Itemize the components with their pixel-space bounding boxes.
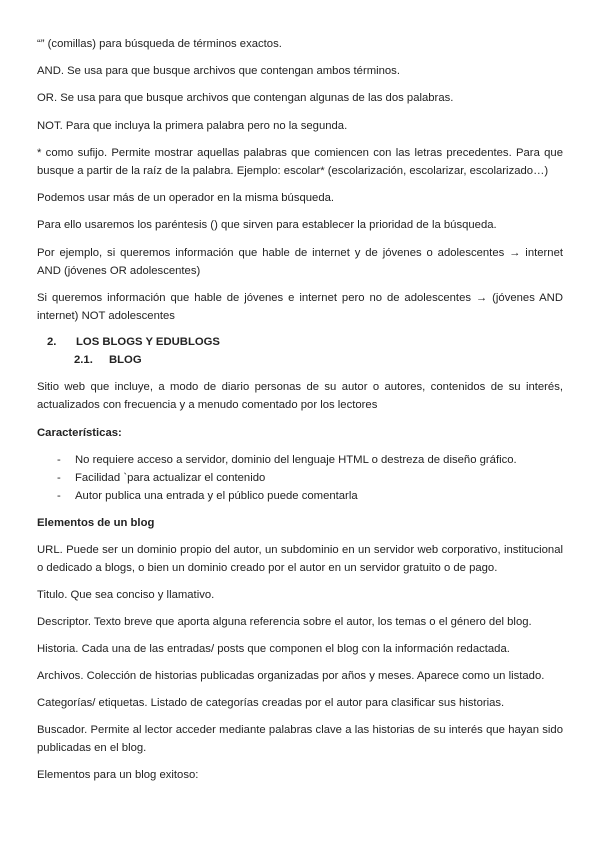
bullet-dash: - [57,490,61,502]
paragraph-example-1: Por ejemplo, si queremos información que hable de internet y de jóvenes o adolescentes → internet AND (jóvenes OR adolescentes) [37,247,563,277]
element-archivos: Archivos. Colección de historias publicadas organizadas por años y meses. Aparece como un listado. [37,670,545,682]
paragraph-or: OR. Se usa para que busque archivos que contengan algunas de las dos palabras. [37,92,454,104]
list-item [57,487,557,505]
paragraph-star: * como sufijo. Permite mostrar aquellas palabras que comiencen con las letras precedentes. Para que busque a partir de la raíz de la palabra. Ejemplo: escolar* (escolarización, escolarizar, escolarizado…) [37,147,563,177]
paragraph-example-2: Si queremos información que hable de jóvenes e internet pero no de adolescentes → (jóvenes AND internet) NOT adolescentes [37,292,563,322]
subsection-number: 2.1. [74,354,93,366]
paragraph-quotes: “” (comillas) para búsqueda de términos exactos. [37,38,282,50]
section-title: LOS BLOGS Y EDUBLOGS [76,336,220,348]
elements-heading: Elementos de un blog [37,517,155,529]
section-number: 2. [47,336,57,348]
successful-blog-heading: Elementos para un blog exitoso: [37,769,199,781]
list-item-text: No requiere acceso a servidor, dominio del lenguaje HTML o destreza de diseño gráfico. [75,454,517,466]
paragraph-multiple-operators: Podemos usar más de un operador en la misma búsqueda. [37,192,335,204]
list-item [57,469,557,487]
list-item-text: Facilidad `para actualizar el contenido [75,472,266,484]
paragraph-and: AND. Se usa para que busque archivos que contengan ambos términos. [37,65,400,77]
list-item [57,451,557,469]
features-heading: Características: [37,427,122,439]
section-heading [47,333,220,351]
element-historia: Historia. Cada una de las entradas/ posts que componen el blog con la información redactada. [37,643,510,655]
subsection-title: BLOG [109,354,142,366]
bullet-dash: - [57,454,61,466]
paragraph-parentheses: Para ello usaremos los paréntesis () que sirven para establecer la prioridad de la búsqueda. [37,219,497,231]
subsection-heading [74,351,142,369]
bullet-dash: - [57,472,61,484]
element-categorias: Categorías/ etiquetas. Listado de categorías creadas por el autor para clasificar sus historias. [37,697,505,709]
paragraph-not: NOT. Para que incluya la primera palabra pero no la segunda. [37,120,348,132]
blog-definition: Sitio web que incluye, a modo de diario personas de su autor o autores, contenidos de su interés, actualizados con frecuencia y a menudo comentado por los lectores [37,381,563,411]
element-titulo: Titulo. Que sea conciso y llamativo. [37,589,215,601]
element-url: URL. Puede ser un dominio propio del autor, un subdominio en un servidor web corporativo, institucional o dedicado a blogs, o bien un dominio creado por el autor en un servidor gratuito o de pago. [37,544,563,574]
element-buscador: Buscador. Permite al lector acceder mediante palabras clave a las historias de su interés que hayan sido publicadas en el blog. [37,724,563,754]
element-descriptor: Descriptor. Texto breve que aporta alguna referencia sobre el autor, los temas o el género del blog. [37,616,532,628]
list-item-text: Autor publica una entrada y el público puede comentarla [75,490,358,502]
